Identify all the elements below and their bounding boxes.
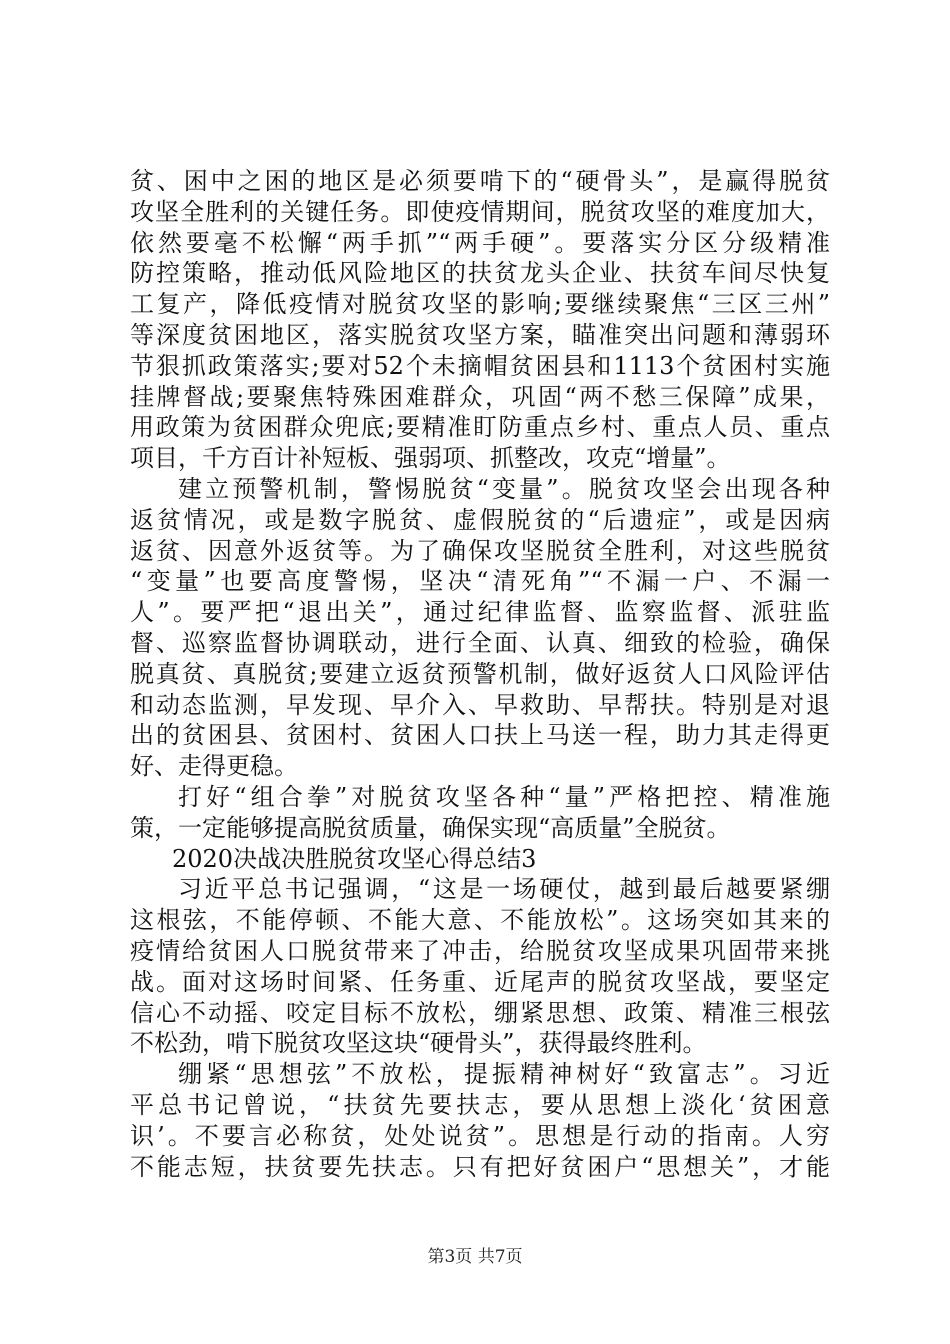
text-line: 节狠抓政策落实;要对52个未摘帽贫困县和1113个贫困村实施 — [130, 351, 830, 380]
text-line: 挂牌督战;要聚焦特殊困难群众，巩固“两不愁三保障”成果， — [130, 382, 830, 411]
text-line: 平总书记曾说，“扶贫先要扶志，要从思想上淡化‘贫困意 — [130, 1090, 830, 1119]
text-line: 信心不动摇、咬定目标不放松，绷紧思想、政策、精准三根弦 — [130, 998, 830, 1027]
page-number-footer: 第3页 共7页 — [427, 1247, 523, 1267]
text-line: “变量”也要高度警惕，坚决“清死角”“不漏一户、不漏一 — [130, 567, 830, 596]
text-line: 不能志短，扶贫要先扶志。只有把好贫困户“思想关”，才能 — [130, 1152, 830, 1181]
text-line: 战。面对这场时间紧、任务重、近尾声的脱贫攻坚战，要坚定 — [130, 967, 830, 996]
text-line: 出的贫困县、贫困村、贫困人口扶上马送一程，助力其走得更 — [130, 721, 830, 750]
text-line: 这根弦，不能停顿、不能大意、不能放松”。这场突如其来的 — [130, 906, 830, 935]
text-line: 依然要毫不松懈“两手抓”“两手硬”。要落实分区分级精准 — [130, 228, 830, 257]
text-line: 贫、困中之困的地区是必须要啃下的“硬骨头”，是赢得脱贫 — [130, 167, 830, 195]
text-line: 督、巡察监督协调联动，进行全面、认真、细致的检验，确保 — [130, 628, 830, 657]
text-line: 识’。不要言必称贫，处处说贫”。思想是行动的指南。人穷 — [130, 1121, 830, 1150]
text-line: 人”。要严把“退出关”，通过纪律监督、监察监督、派驻监 — [130, 598, 830, 627]
text-line: 打好“组合拳”对脱贫攻坚各种“量”严格把控、精准施 — [178, 782, 830, 811]
text-line: 防控策略，推动低风险地区的扶贫龙头企业、扶贫车间尽快复 — [130, 259, 830, 288]
text-line: 返贫、因意外返贫等。为了确保攻坚脱贫全胜利，对这些脱贫 — [130, 536, 830, 565]
text-line: 用政策为贫困群众兜底;要精准盯防重点乡村、重点人员、重点 — [130, 413, 830, 442]
text-line: 策，一定能够提高脱贫质量，确保实现“高质量”全脱贫。 — [130, 813, 731, 842]
text-line: 和动态监测，早发现、早介入、早救助、早帮扶。特别是对退 — [130, 690, 830, 719]
text-line: 攻坚全胜利的关键任务。即使疫情期间，脱贫攻坚的难度加大， — [130, 197, 830, 226]
text-line: 返贫情况，或是数字脱贫、虚假脱贫的“后遗症”，或是因病 — [130, 505, 830, 534]
text-line: 等深度贫困地区，落实脱贫攻坚方案，瞄准突出问题和薄弱环 — [130, 320, 830, 349]
text-line: 脱真贫、真脱贫;要建立返贫预警机制，做好返贫人口风险评估 — [130, 659, 830, 688]
text-line: 好、走得更稳。 — [130, 752, 298, 781]
text-line: 疫情给贫困人口脱贫带来了冲击，给脱贫攻坚成果巩固带来挑 — [130, 936, 830, 965]
text-line: 绷紧“思想弦”不放松，提振精神树好“致富志”。习近 — [178, 1060, 830, 1089]
text-line: 项目，千方百计补短板、强弱项、抓整改，攻克“增量”。 — [130, 444, 731, 473]
text-line: 不松劲，啃下脱贫攻坚这块“硬骨头”，获得最终胜利。 — [130, 1029, 707, 1058]
text-line: 习近平总书记强调，“这是一场硬仗，越到最后越要紧绷 — [178, 875, 830, 904]
section-heading: 2020决战决胜脱贫攻坚心得总结3 — [172, 844, 537, 873]
text-line: 工复产，降低疫情对脱贫攻坚的影响;要继续聚焦“三区三州” — [130, 290, 830, 319]
text-line: 建立预警机制，警惕脱贫“变量”。脱贫攻坚会出现各种 — [178, 474, 830, 503]
document-body — [130, 166, 830, 1182]
